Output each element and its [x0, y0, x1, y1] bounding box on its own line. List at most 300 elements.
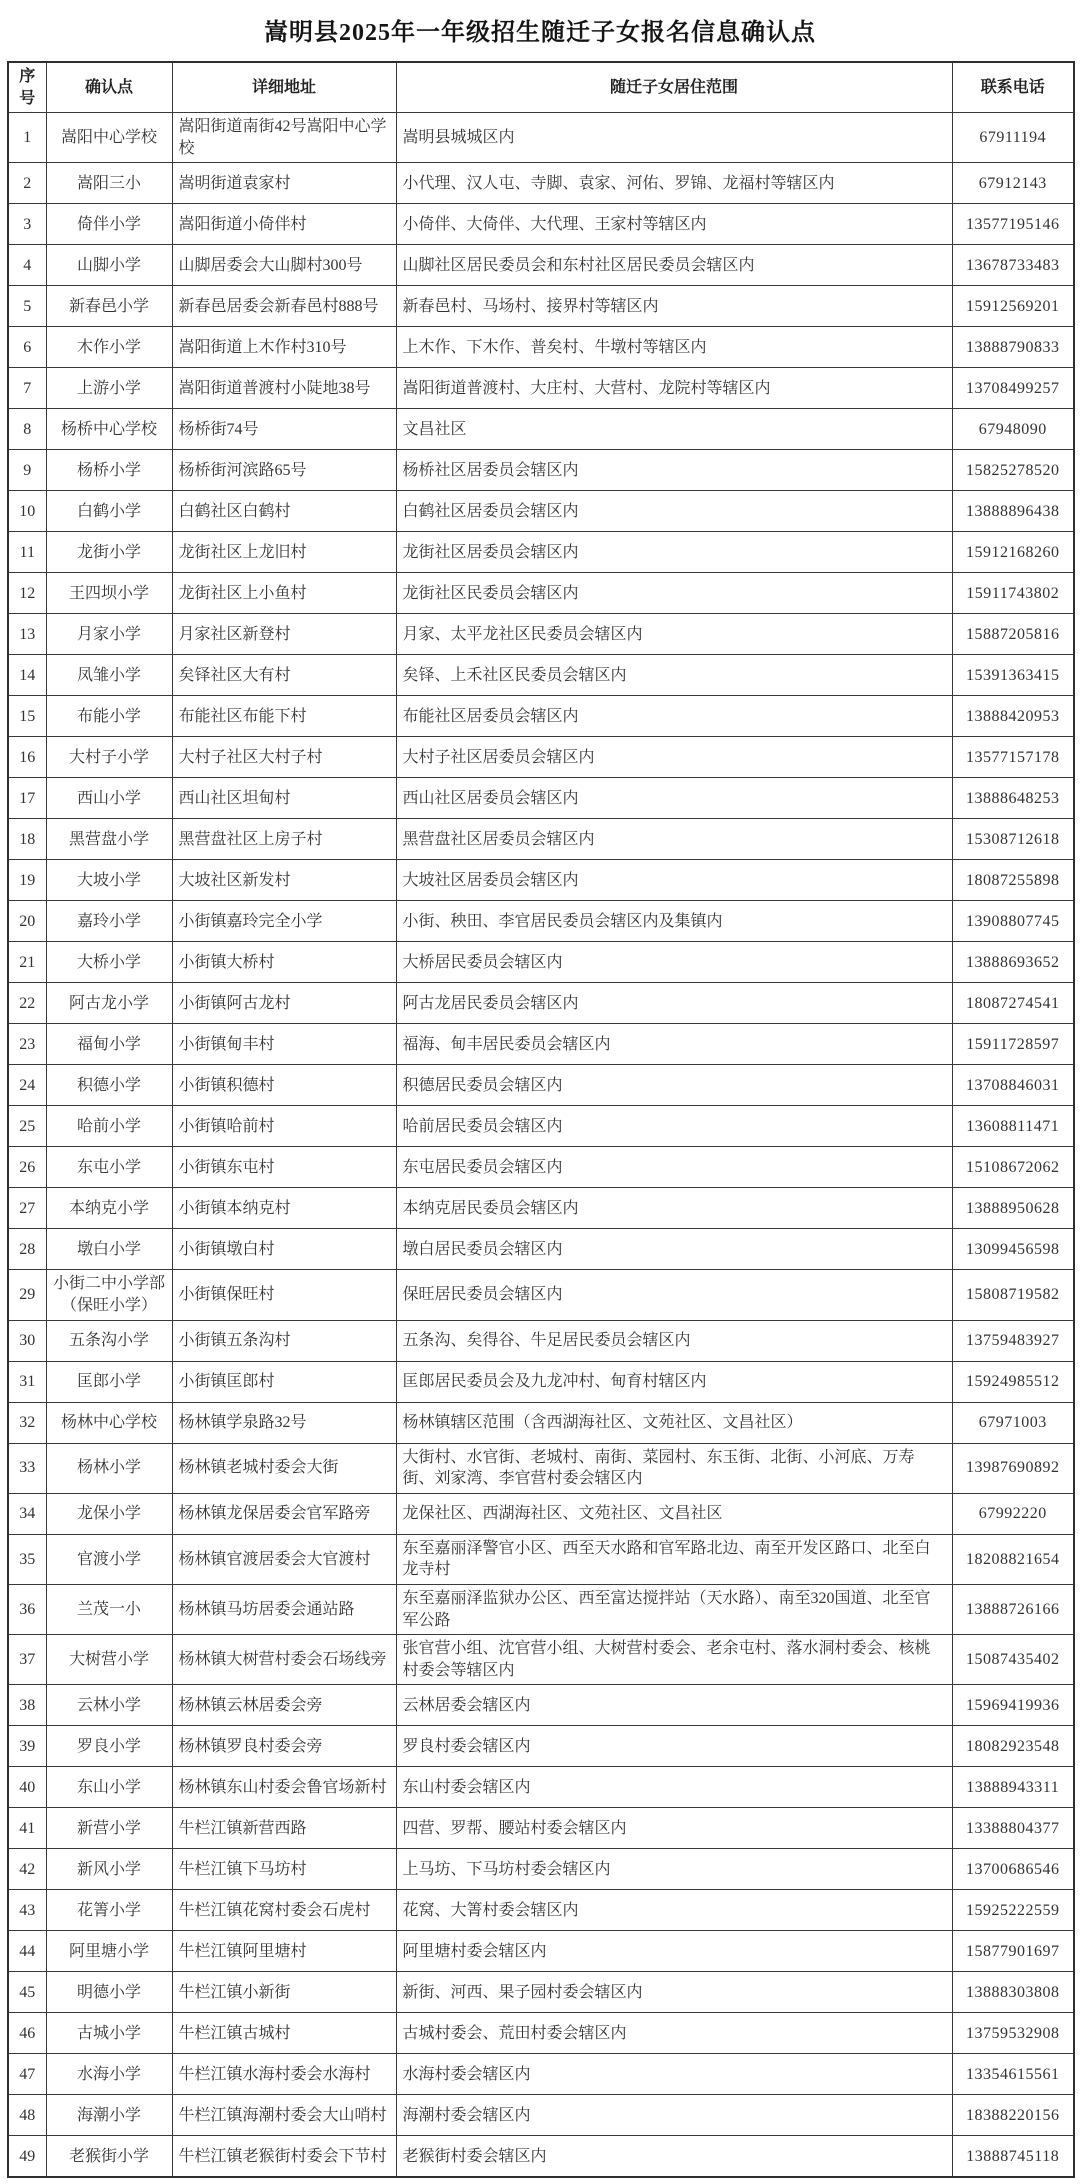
residence-range-cell: 水海村委会辖区内 [396, 2054, 952, 2095]
phone-cell: 18082923548 [952, 1726, 1074, 1767]
school-cell: 山脚小学 [46, 245, 172, 286]
residence-range-cell: 东山村委会辖区内 [396, 1767, 952, 1808]
phone-cell: 15877901697 [952, 1931, 1074, 1972]
row-number-cell: 12 [8, 573, 46, 614]
table-row [8, 1320, 1074, 1361]
address-cell: 杨林镇老城村委会大街 [172, 1443, 396, 1493]
address-cell: 牛栏江镇古城村 [172, 2013, 396, 2054]
table-row [8, 1024, 1074, 1065]
residence-range-cell: 大村子社区居委员会辖区内 [396, 737, 952, 778]
table-row [8, 1584, 1074, 1634]
phone-cell: 15912168260 [952, 532, 1074, 573]
school-cell: 木作小学 [46, 327, 172, 368]
confirmation-points-table [7, 61, 1075, 2178]
address-cell: 小街镇甸丰村 [172, 1024, 396, 1065]
row-number-cell: 26 [8, 1147, 46, 1188]
row-number-cell: 25 [8, 1106, 46, 1147]
residence-range-cell: 龙街社区居委员会辖区内 [396, 532, 952, 573]
address-cell: 山脚居委会大山脚村300号 [172, 245, 396, 286]
address-cell: 牛栏江镇小新街 [172, 1972, 396, 2013]
address-cell: 小街镇嘉玲完全小学 [172, 901, 396, 942]
phone-cell: 13888726166 [952, 1584, 1074, 1634]
address-cell: 嵩明街道袁家村 [172, 163, 396, 204]
residence-range-cell: 黑营盘社区居委员会辖区内 [396, 819, 952, 860]
school-cell: 西山小学 [46, 778, 172, 819]
table-row [8, 1493, 1074, 1534]
table-row [8, 942, 1074, 983]
phone-cell: 18087274541 [952, 983, 1074, 1024]
table-row [8, 778, 1074, 819]
row-number-cell: 19 [8, 860, 46, 901]
residence-range-cell: 东至嘉丽泽警官小区、西至天水路和官军路北边、南至开发区路口、北至白龙寺村 [396, 1534, 952, 1584]
address-cell: 白鹤社区白鹤村 [172, 491, 396, 532]
school-cell: 东山小学 [46, 1767, 172, 1808]
row-number-cell: 9 [8, 450, 46, 491]
row-number-cell: 35 [8, 1534, 46, 1584]
address-cell: 小街镇积德村 [172, 1065, 396, 1106]
address-cell: 杨林镇学泉路32号 [172, 1402, 396, 1443]
row-number-cell: 24 [8, 1065, 46, 1106]
header-row-number: 序号 [8, 62, 46, 113]
residence-range-cell: 月家、太平龙社区民委员会辖区内 [396, 614, 952, 655]
school-cell: 新风小学 [46, 1849, 172, 1890]
school-cell: 嵩阳中心学校 [46, 113, 172, 163]
address-cell: 小街镇匡郎村 [172, 1361, 396, 1402]
school-cell: 大树营小学 [46, 1635, 172, 1685]
address-cell: 龙街社区上龙旧村 [172, 532, 396, 573]
phone-cell: 13888303808 [952, 1972, 1074, 2013]
phone-cell: 13708499257 [952, 368, 1074, 409]
residence-range-cell: 山脚社区居民委员会和东村社区居民委员会辖区内 [396, 245, 952, 286]
phone-cell: 13888420953 [952, 696, 1074, 737]
address-cell: 杨林镇云林居委会旁 [172, 1685, 396, 1726]
residence-range-cell: 阿里塘村委会辖区内 [396, 1931, 952, 1972]
row-number-cell: 36 [8, 1584, 46, 1634]
residence-range-cell: 矣铎、上禾社区民委员会辖区内 [396, 655, 952, 696]
address-cell: 嵩阳街道南街42号嵩阳中心学校 [172, 113, 396, 163]
table-row [8, 614, 1074, 655]
address-cell: 杨林镇马坊居委会通站路 [172, 1584, 396, 1634]
residence-range-cell: 白鹤社区居委员会辖区内 [396, 491, 952, 532]
address-cell: 杨林镇官渡居委会大官渡村 [172, 1534, 396, 1584]
address-cell: 布能社区布能下村 [172, 696, 396, 737]
row-number-cell: 42 [8, 1849, 46, 1890]
address-cell: 西山社区坦甸村 [172, 778, 396, 819]
table-row [8, 737, 1074, 778]
school-cell: 小街二中小学部（保旺小学） [46, 1270, 172, 1320]
school-cell: 上游小学 [46, 368, 172, 409]
row-number-cell: 48 [8, 2095, 46, 2136]
phone-cell: 15912569201 [952, 286, 1074, 327]
row-number-cell: 43 [8, 1890, 46, 1931]
school-cell: 积德小学 [46, 1065, 172, 1106]
table-row [8, 1972, 1074, 2013]
phone-cell: 18388220156 [952, 2095, 1074, 2136]
residence-range-cell: 东至嘉丽泽监狱办公区、西至富达搅拌站（天水路）、南至320国道、北至官军公路 [396, 1584, 952, 1634]
phone-cell: 15925222559 [952, 1890, 1074, 1931]
school-cell: 杨桥中心学校 [46, 409, 172, 450]
address-cell: 黑营盘社区上房子村 [172, 819, 396, 860]
residence-range-cell: 西山社区居委员会辖区内 [396, 778, 952, 819]
row-number-cell: 23 [8, 1024, 46, 1065]
residence-range-cell: 匡郎居民委员会及九龙冲村、甸育村辖区内 [396, 1361, 952, 1402]
row-number-cell: 7 [8, 368, 46, 409]
residence-range-cell: 阿古龙居民委员会辖区内 [396, 983, 952, 1024]
residence-range-cell: 龙保社区、西湖海社区、文苑社区、文昌社区 [396, 1493, 952, 1534]
address-cell: 小街镇五条沟村 [172, 1320, 396, 1361]
table-row [8, 1402, 1074, 1443]
residence-range-cell: 文昌社区 [396, 409, 952, 450]
school-cell: 杨林中心学校 [46, 1402, 172, 1443]
row-number-cell: 41 [8, 1808, 46, 1849]
phone-cell: 13888745118 [952, 2136, 1074, 2178]
address-cell: 小街镇阿古龙村 [172, 983, 396, 1024]
school-cell: 墩白小学 [46, 1229, 172, 1270]
address-cell: 大坡社区新发村 [172, 860, 396, 901]
phone-cell: 15911743802 [952, 573, 1074, 614]
school-cell: 倚伴小学 [46, 204, 172, 245]
table-row [8, 532, 1074, 573]
table-row [8, 1188, 1074, 1229]
row-number-cell: 27 [8, 1188, 46, 1229]
school-cell: 花箐小学 [46, 1890, 172, 1931]
residence-range-cell: 新街、河西、果子园村委会辖区内 [396, 1972, 952, 2013]
header-address: 详细地址 [172, 62, 396, 113]
residence-range-cell: 哈前居民委员会辖区内 [396, 1106, 952, 1147]
school-cell: 古城小学 [46, 2013, 172, 2054]
address-cell: 小街镇哈前村 [172, 1106, 396, 1147]
address-cell: 矣铎社区大有村 [172, 655, 396, 696]
table-row [8, 1931, 1074, 1972]
row-number-cell: 34 [8, 1493, 46, 1534]
table-row [8, 573, 1074, 614]
phone-cell: 13888943311 [952, 1767, 1074, 1808]
phone-cell: 13700686546 [952, 1849, 1074, 1890]
school-cell: 凤雏小学 [46, 655, 172, 696]
row-number-cell: 49 [8, 2136, 46, 2178]
address-cell: 嵩阳街道小倚伴村 [172, 204, 396, 245]
address-cell: 牛栏江镇海潮村委会大山哨村 [172, 2095, 396, 2136]
school-cell: 新营小学 [46, 1808, 172, 1849]
table-row [8, 163, 1074, 204]
table-row [8, 1106, 1074, 1147]
school-cell: 东屯小学 [46, 1147, 172, 1188]
header-phone: 联系电话 [952, 62, 1074, 113]
residence-range-cell: 积德居民委员会辖区内 [396, 1065, 952, 1106]
phone-cell: 13888693652 [952, 942, 1074, 983]
row-number-cell: 31 [8, 1361, 46, 1402]
row-number-cell: 47 [8, 2054, 46, 2095]
row-number-cell: 21 [8, 942, 46, 983]
table-row [8, 1849, 1074, 1890]
table-body [8, 113, 1074, 2178]
row-number-cell: 22 [8, 983, 46, 1024]
phone-cell: 15808719582 [952, 1270, 1074, 1320]
residence-range-cell: 四营、罗帮、腰站村委会辖区内 [396, 1808, 952, 1849]
residence-range-cell: 墩白居民委员会辖区内 [396, 1229, 952, 1270]
residence-range-cell: 上木作、下木作、普矣村、牛墩村等辖区内 [396, 327, 952, 368]
phone-cell: 15108672062 [952, 1147, 1074, 1188]
phone-cell: 13888950628 [952, 1188, 1074, 1229]
phone-cell: 18087255898 [952, 860, 1074, 901]
table-row [8, 245, 1074, 286]
residence-range-cell: 小街、秧田、李官居民委员会辖区内及集镇内 [396, 901, 952, 942]
address-cell: 牛栏江镇水海村委会水海村 [172, 2054, 396, 2095]
row-number-cell: 38 [8, 1685, 46, 1726]
row-number-cell: 32 [8, 1402, 46, 1443]
school-cell: 云林小学 [46, 1685, 172, 1726]
residence-range-cell: 小倚伴、大倚伴、大代理、王家村等辖区内 [396, 204, 952, 245]
phone-cell: 13099456598 [952, 1229, 1074, 1270]
row-number-cell: 8 [8, 409, 46, 450]
school-cell: 布能小学 [46, 696, 172, 737]
row-number-cell: 46 [8, 2013, 46, 2054]
residence-range-cell: 嵩明县城城区内 [396, 113, 952, 163]
table-row [8, 1685, 1074, 1726]
row-number-cell: 6 [8, 327, 46, 368]
school-cell: 嘉玲小学 [46, 901, 172, 942]
school-cell: 哈前小学 [46, 1106, 172, 1147]
school-cell: 杨桥小学 [46, 450, 172, 491]
school-cell: 王四坝小学 [46, 573, 172, 614]
table-row [8, 2013, 1074, 2054]
row-number-cell: 45 [8, 1972, 46, 2013]
table-row [8, 1808, 1074, 1849]
residence-range-cell: 大桥居民委员会辖区内 [396, 942, 952, 983]
address-cell: 嵩阳街道上木作村310号 [172, 327, 396, 368]
residence-range-cell: 海潮村委会辖区内 [396, 2095, 952, 2136]
phone-cell: 15825278520 [952, 450, 1074, 491]
phone-cell: 15391363415 [952, 655, 1074, 696]
table-row [8, 409, 1074, 450]
phone-cell: 13908807745 [952, 901, 1074, 942]
school-cell: 杨林小学 [46, 1443, 172, 1493]
row-number-cell: 44 [8, 1931, 46, 1972]
school-cell: 白鹤小学 [46, 491, 172, 532]
school-cell: 黑营盘小学 [46, 819, 172, 860]
address-cell: 牛栏江镇新营西路 [172, 1808, 396, 1849]
school-cell: 老猴街小学 [46, 2136, 172, 2178]
table-row [8, 2136, 1074, 2178]
residence-range-cell: 嵩阳街道普渡村、大庄村、大营村、龙院村等辖区内 [396, 368, 952, 409]
phone-cell: 67911194 [952, 113, 1074, 163]
residence-range-cell: 花窝、大箐村委会辖区内 [396, 1890, 952, 1931]
table-row [8, 113, 1074, 163]
address-cell: 牛栏江镇老猴街村委会下节村 [172, 2136, 396, 2178]
table-row [8, 204, 1074, 245]
school-cell: 龙街小学 [46, 532, 172, 573]
table-row [8, 491, 1074, 532]
table-row [8, 696, 1074, 737]
row-number-cell: 15 [8, 696, 46, 737]
residence-range-cell: 杨林镇辖区范围（含西湖海社区、文苑社区、文昌社区） [396, 1402, 952, 1443]
school-cell: 大桥小学 [46, 942, 172, 983]
residence-range-cell: 老猴街村委会辖区内 [396, 2136, 952, 2178]
row-number-cell: 30 [8, 1320, 46, 1361]
row-number-cell: 33 [8, 1443, 46, 1493]
table-row [8, 1270, 1074, 1320]
residence-range-cell: 大坡社区居委员会辖区内 [396, 860, 952, 901]
school-cell: 五条沟小学 [46, 1320, 172, 1361]
school-cell: 明德小学 [46, 1972, 172, 2013]
phone-cell: 67948090 [952, 409, 1074, 450]
residence-range-cell: 古城村委会、荒田村委会辖区内 [396, 2013, 952, 2054]
phone-cell: 15911728597 [952, 1024, 1074, 1065]
phone-cell: 67971003 [952, 1402, 1074, 1443]
residence-range-cell: 五条沟、矣得谷、牛足居民委员会辖区内 [396, 1320, 952, 1361]
phone-cell: 13888648253 [952, 778, 1074, 819]
table-row [8, 901, 1074, 942]
phone-cell: 13608811471 [952, 1106, 1074, 1147]
table-row [8, 1767, 1074, 1808]
address-cell: 小街镇东屯村 [172, 1147, 396, 1188]
table-row [8, 327, 1074, 368]
school-cell: 海潮小学 [46, 2095, 172, 2136]
residence-range-cell: 小代理、汉人屯、寺脚、袁家、河佑、罗锦、龙福村等辖区内 [396, 163, 952, 204]
page-title: 嵩明县2025年一年级招生随迁子女报名信息确认点 [264, 20, 816, 46]
row-number-cell: 11 [8, 532, 46, 573]
row-number-cell: 2 [8, 163, 46, 204]
row-number-cell: 28 [8, 1229, 46, 1270]
phone-cell: 13987690892 [952, 1443, 1074, 1493]
residence-range-cell: 张官营小组、沈官营小组、大树营村委会、老余屯村、落水洞村委会、核桃村委会等辖区内 [396, 1635, 952, 1685]
address-cell: 大村子社区大村子村 [172, 737, 396, 778]
phone-cell: 13388804377 [952, 1808, 1074, 1849]
phone-cell: 15924985512 [952, 1361, 1074, 1402]
phone-cell: 13577157178 [952, 737, 1074, 778]
table-row [8, 1147, 1074, 1188]
row-number-cell: 5 [8, 286, 46, 327]
row-number-cell: 18 [8, 819, 46, 860]
residence-range-cell: 东屯居民委员会辖区内 [396, 1147, 952, 1188]
school-cell: 水海小学 [46, 2054, 172, 2095]
table-row [8, 1065, 1074, 1106]
row-number-cell: 39 [8, 1726, 46, 1767]
table-row [8, 368, 1074, 409]
header-school: 确认点 [46, 62, 172, 113]
phone-cell: 13708846031 [952, 1065, 1074, 1106]
address-cell: 杨桥街74号 [172, 409, 396, 450]
residence-range-cell: 罗良村委会辖区内 [396, 1726, 952, 1767]
residence-range-cell: 上马坊、下马坊村委会辖区内 [396, 1849, 952, 1890]
residence-range-cell: 布能社区居委员会辖区内 [396, 696, 952, 737]
table-row [8, 983, 1074, 1024]
table-header [8, 62, 1074, 113]
row-number-cell: 37 [8, 1635, 46, 1685]
address-cell: 杨林镇龙保居委会官军路旁 [172, 1493, 396, 1534]
address-cell: 杨林镇罗良村委会旁 [172, 1726, 396, 1767]
table-row [8, 1635, 1074, 1685]
school-cell: 阿古龙小学 [46, 983, 172, 1024]
table-row [8, 1229, 1074, 1270]
school-cell: 大坡小学 [46, 860, 172, 901]
row-number-cell: 17 [8, 778, 46, 819]
school-cell: 嵩阳三小 [46, 163, 172, 204]
school-cell: 罗良小学 [46, 1726, 172, 1767]
row-number-cell: 20 [8, 901, 46, 942]
phone-cell: 18208821654 [952, 1534, 1074, 1584]
address-cell: 月家社区新登村 [172, 614, 396, 655]
row-number-cell: 10 [8, 491, 46, 532]
address-cell: 牛栏江镇花窝村委会石虎村 [172, 1890, 396, 1931]
address-cell: 杨林镇东山村委会鲁官场新村 [172, 1767, 396, 1808]
phone-cell: 13759532908 [952, 2013, 1074, 2054]
residence-range-cell: 云林居委会辖区内 [396, 1685, 952, 1726]
residence-range-cell: 大街村、水官街、老城村、南街、菜园村、东玉街、北街、小河底、万寿街、刘家湾、李官营村委会辖区内 [396, 1443, 952, 1493]
school-cell: 匡郎小学 [46, 1361, 172, 1402]
address-cell: 杨桥街河滨路65号 [172, 450, 396, 491]
address-cell: 小街镇保旺村 [172, 1270, 396, 1320]
school-cell: 月家小学 [46, 614, 172, 655]
school-cell: 本纳克小学 [46, 1188, 172, 1229]
row-number-cell: 13 [8, 614, 46, 655]
row-number-cell: 3 [8, 204, 46, 245]
phone-cell: 13354615561 [952, 2054, 1074, 2095]
address-cell: 新春邑居委会新春邑村888号 [172, 286, 396, 327]
school-cell: 阿里塘小学 [46, 1931, 172, 1972]
address-cell: 小街镇墩白村 [172, 1229, 396, 1270]
table-row [8, 1890, 1074, 1931]
row-number-cell: 4 [8, 245, 46, 286]
header-residence-range: 随迁子女居住范围 [396, 62, 952, 113]
residence-range-cell: 新春邑村、马场村、接界村等辖区内 [396, 286, 952, 327]
address-cell: 牛栏江镇阿里塘村 [172, 1931, 396, 1972]
table-row [8, 450, 1074, 491]
header-row [8, 62, 1074, 113]
table-row [8, 1443, 1074, 1493]
school-cell: 龙保小学 [46, 1493, 172, 1534]
table-row [8, 655, 1074, 696]
school-cell: 新春邑小学 [46, 286, 172, 327]
phone-cell: 15087435402 [952, 1635, 1074, 1685]
table-row [8, 286, 1074, 327]
address-cell: 小街镇本纳克村 [172, 1188, 396, 1229]
row-number-cell: 29 [8, 1270, 46, 1320]
phone-cell: 15887205816 [952, 614, 1074, 655]
phone-cell: 67912143 [952, 163, 1074, 204]
table-row [8, 1361, 1074, 1402]
phone-cell: 13759483927 [952, 1320, 1074, 1361]
row-number-cell: 16 [8, 737, 46, 778]
phone-cell: 13577195146 [952, 204, 1074, 245]
table-row [8, 1534, 1074, 1584]
address-cell: 小街镇大桥村 [172, 942, 396, 983]
school-cell: 大村子小学 [46, 737, 172, 778]
row-number-cell: 40 [8, 1767, 46, 1808]
phone-cell: 15969419936 [952, 1685, 1074, 1726]
residence-range-cell: 本纳克居民委员会辖区内 [396, 1188, 952, 1229]
row-number-cell: 14 [8, 655, 46, 696]
school-cell: 官渡小学 [46, 1534, 172, 1584]
phone-cell: 67992220 [952, 1493, 1074, 1534]
table-row [8, 860, 1074, 901]
table-row [8, 1726, 1074, 1767]
residence-range-cell: 福海、甸丰居民委员会辖区内 [396, 1024, 952, 1065]
phone-cell: 15308712618 [952, 819, 1074, 860]
residence-range-cell: 杨桥社区居委员会辖区内 [396, 450, 952, 491]
school-cell: 兰茂一小 [46, 1584, 172, 1634]
school-cell: 福甸小学 [46, 1024, 172, 1065]
address-cell: 嵩阳街道普渡村小陡地38号 [172, 368, 396, 409]
table-row [8, 2095, 1074, 2136]
table-row [8, 2054, 1074, 2095]
address-cell: 杨林镇大树营村委会石场线旁 [172, 1635, 396, 1685]
table-row [8, 819, 1074, 860]
address-cell: 牛栏江镇下马坊村 [172, 1849, 396, 1890]
residence-range-cell: 保旺居民委员会辖区内 [396, 1270, 952, 1320]
address-cell: 龙街社区上小鱼村 [172, 573, 396, 614]
phone-cell: 13888790833 [952, 327, 1074, 368]
